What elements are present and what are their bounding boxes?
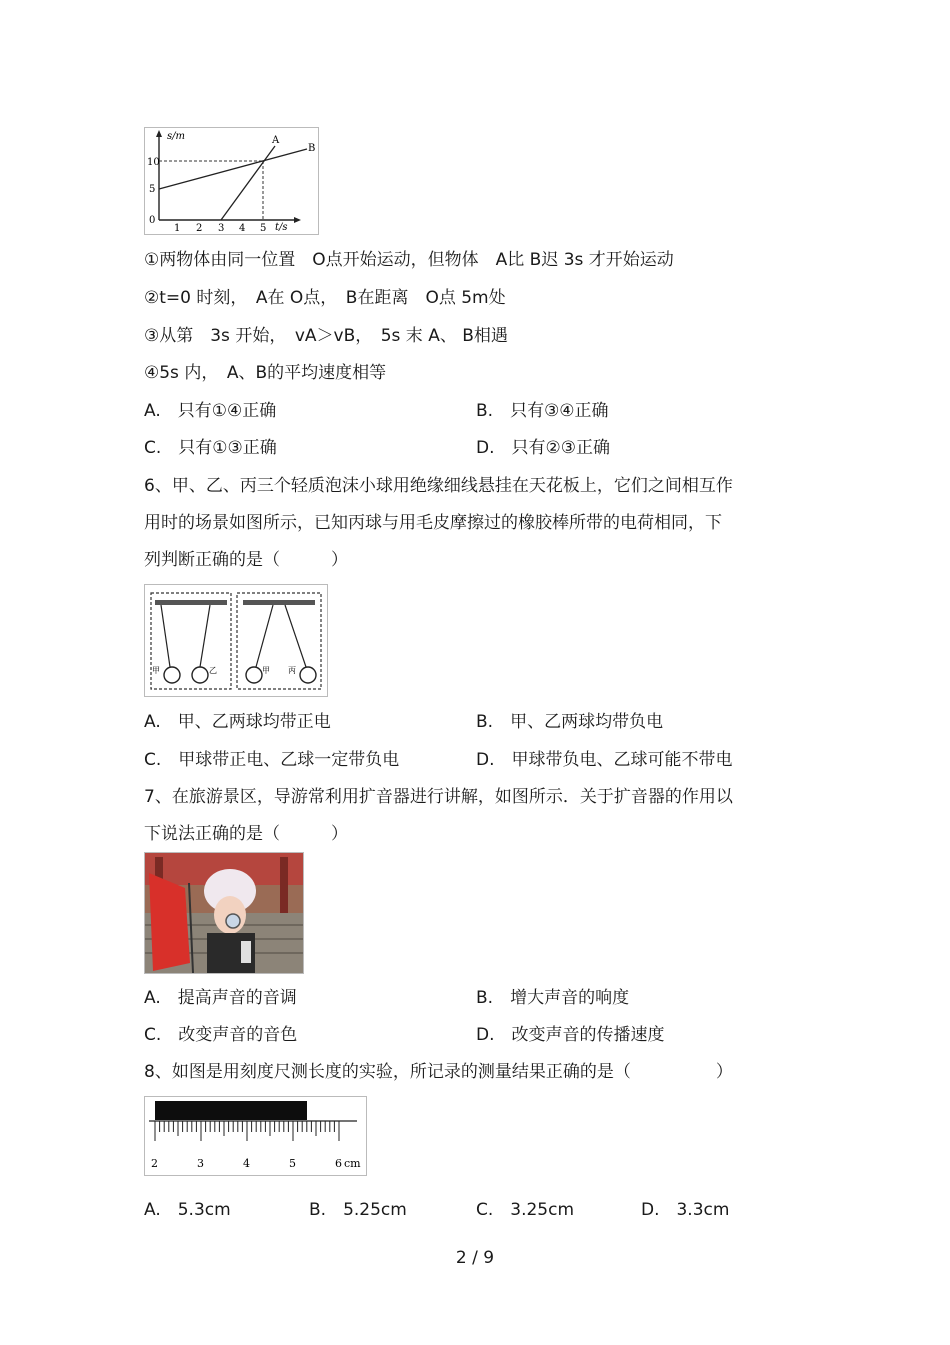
y-tick-0: 0 <box>149 215 156 226</box>
label-jia-left: 甲 <box>152 666 160 675</box>
ruler-unit: cm <box>344 1157 361 1170</box>
q8-option-a[interactable]: A. 5.3cm <box>144 1200 231 1220</box>
ruler-num-5: 5 <box>289 1157 296 1170</box>
line-b <box>159 149 307 189</box>
y-axis-arrow <box>156 130 162 137</box>
pendulum-diagram <box>145 585 327 696</box>
q5-option-c[interactable]: C. 只有①③正确 <box>144 438 277 458</box>
label-yi: 乙 <box>209 666 217 675</box>
q5-statement-1: ①两物体由同一位置 O点开始运动，但物体 A比 B迟 3s 才开始运动 <box>144 250 674 270</box>
ball-bing <box>300 667 316 683</box>
q8-option-c[interactable]: C. 3.25cm <box>476 1200 575 1220</box>
q6-option-c[interactable]: C. 甲球带正电、乙球一定带负电 <box>144 750 400 770</box>
y-tick-10: 10 <box>147 157 160 168</box>
ruler-figure <box>144 1096 367 1176</box>
q8-option-d[interactable]: D. 3.3cm <box>641 1200 730 1220</box>
st-graph <box>145 128 318 234</box>
q5-statement-2: ②t=0 时刻， A在 O点， B在距离 O点 5m处 <box>144 288 506 308</box>
q7-option-b[interactable]: B. 增大声音的响度 <box>476 988 630 1008</box>
x-tick-2: 2 <box>196 223 203 234</box>
q6-stem-line-3: 列判断正确的是（ ） <box>144 550 348 570</box>
measured-object <box>155 1101 307 1120</box>
thread-jia-right <box>256 605 273 667</box>
q8-option-b[interactable]: B. 5.25cm <box>309 1200 407 1220</box>
thread-bing <box>285 605 306 667</box>
right-ceiling <box>243 600 315 605</box>
line-b-label: B <box>308 143 316 154</box>
x-tick-4: 4 <box>239 223 246 234</box>
q6-option-d[interactable]: D. 甲球带负电、乙球可能不带电 <box>476 750 733 770</box>
q6-stem-line-2: 用时的场景如图所示，已知丙球与用毛皮摩擦过的橡胶棒所带的电荷相同，下 <box>144 513 722 533</box>
thread-jia-left <box>161 605 170 667</box>
q5-option-b[interactable]: B. 只有③④正确 <box>476 401 609 421</box>
ruler-num-2: 2 <box>151 1157 158 1170</box>
ball-jia-left <box>164 667 180 683</box>
tour-guide-illustration <box>145 853 303 973</box>
x-tick-1: 1 <box>174 223 181 234</box>
red-flag <box>149 873 190 971</box>
bottle <box>241 941 251 963</box>
q5-statement-3: ③从第 3s 开始， vA＞vB， 5s 末 A、 B相遇 <box>144 326 508 346</box>
ruler-ticks <box>155 1121 339 1141</box>
left-ceiling <box>155 600 227 605</box>
q5-option-d[interactable]: D. 只有②③正确 <box>476 438 610 458</box>
y-tick-5: 5 <box>149 184 156 195</box>
thread-yi <box>200 605 210 667</box>
ruler-num-3: 3 <box>197 1157 204 1170</box>
q7-stem-line-1: 7、在旅游景区，导游常利用扩音器进行讲解，如图所示．关于扩音器的作用以 <box>144 787 733 807</box>
tour-guide-photo <box>144 852 304 974</box>
left-frame <box>151 593 231 689</box>
x-tick-3: 3 <box>218 223 225 234</box>
q7-option-a[interactable]: A. 提高声音的音调 <box>144 988 297 1008</box>
q6-option-a[interactable]: A. 甲、乙两球均带正电 <box>144 712 331 732</box>
ruler-num-6: 6 <box>335 1157 342 1170</box>
st-graph-figure <box>144 127 319 235</box>
pendulum-figure <box>144 584 328 697</box>
x-axis-label: t/s <box>275 222 288 233</box>
ball-yi <box>192 667 208 683</box>
line-a <box>221 146 275 220</box>
q7-option-d[interactable]: D. 改变声音的传播速度 <box>476 1025 665 1045</box>
megaphone <box>226 914 240 928</box>
q6-option-b[interactable]: B. 甲、乙两球均带负电 <box>476 712 664 732</box>
label-bing: 丙 <box>288 666 296 675</box>
ruler-diagram <box>145 1097 366 1175</box>
ball-jia-right <box>246 667 262 683</box>
y-axis-label: s/m <box>167 131 185 142</box>
page-number: 2 / 9 <box>455 1248 495 1268</box>
q6-stem-line-1: 6、甲、乙、丙三个轻质泡沫小球用绝缘细线悬挂在天花板上，它们之间相互作 <box>144 476 733 496</box>
q5-option-a[interactable]: A. 只有①④正确 <box>144 401 277 421</box>
x-tick-5: 5 <box>260 223 267 234</box>
ruler-num-4: 4 <box>243 1157 250 1170</box>
line-a-label: A <box>272 135 280 146</box>
q7-stem-line-2: 下说法正确的是（ ） <box>144 824 348 844</box>
q5-statement-4: ④5s 内， A、B的平均速度相等 <box>144 363 387 383</box>
x-axis-arrow <box>294 217 301 223</box>
q8-stem-line: 8、如图是用刻度尺测长度的实验，所记录的测量结果正确的是（ ） <box>144 1062 733 1082</box>
label-jia-right: 甲 <box>262 666 270 675</box>
q7-option-c[interactable]: C. 改变声音的音色 <box>144 1025 298 1045</box>
